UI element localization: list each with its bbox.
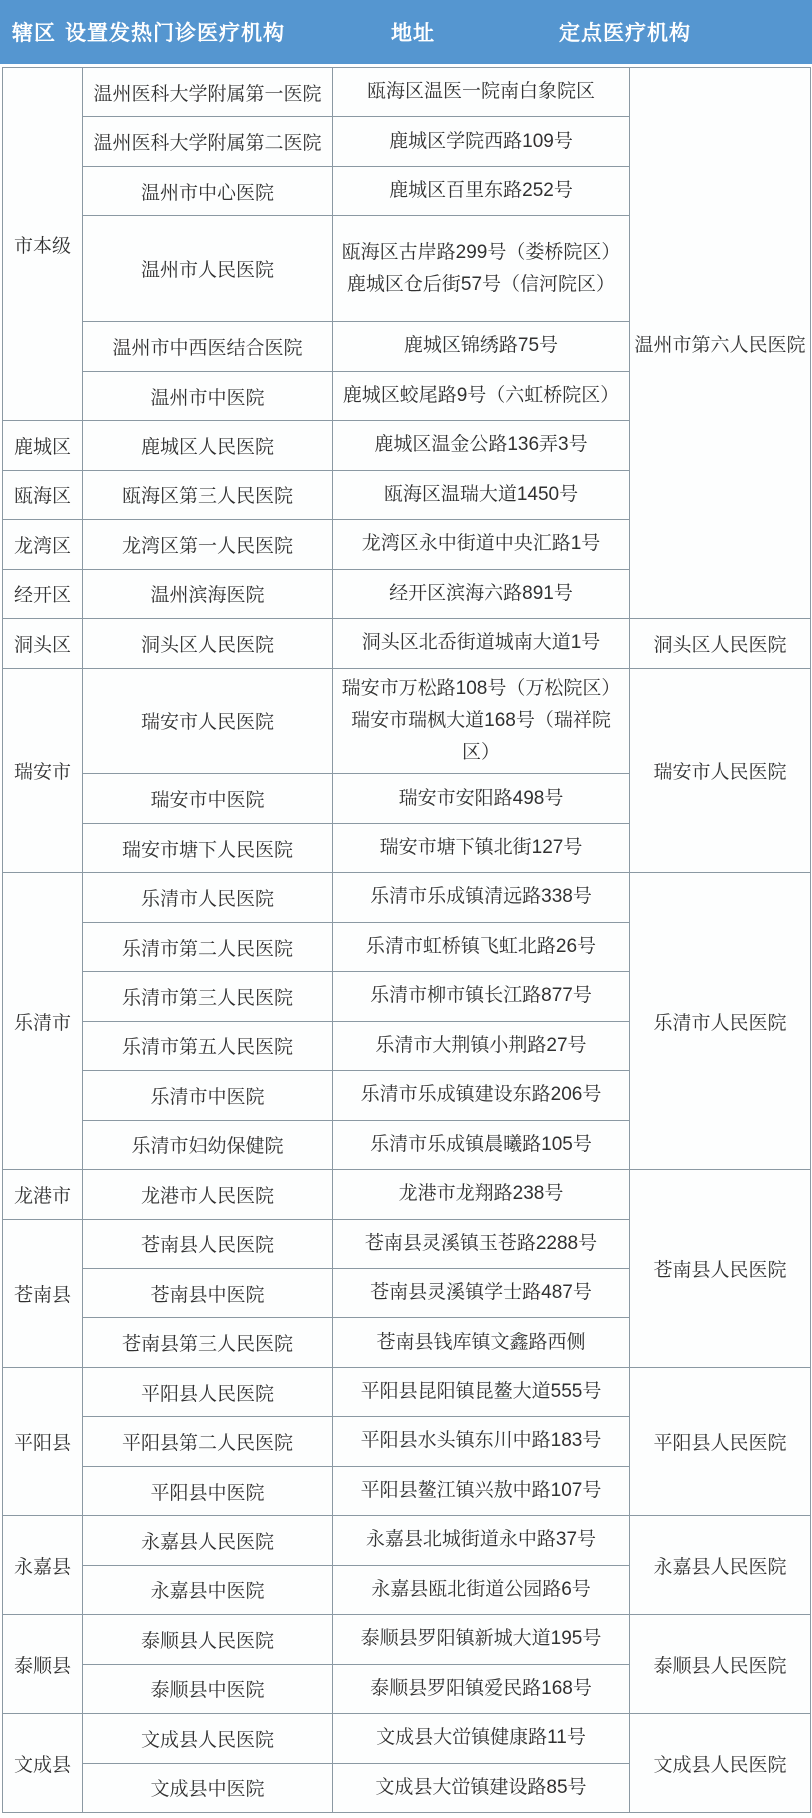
table-row xyxy=(3,1714,811,1763)
address-line: 鹿城区百里东路252号 xyxy=(389,179,573,201)
hospital-cell: 瑞安市中医院 xyxy=(83,774,333,823)
address-cell xyxy=(333,1367,630,1416)
address-line: 泰顺县罗阳镇爱民路168号 xyxy=(370,1677,592,1699)
district-cell: 永嘉县 xyxy=(3,1516,83,1615)
district-cell: 洞头区 xyxy=(3,619,83,668)
district-cell: 鹿城区 xyxy=(3,421,83,470)
address-line: 乐清市虹桥镇飞虹北路26号 xyxy=(365,935,597,957)
address-line: 乐清市乐成镇晨曦路105号 xyxy=(370,1133,592,1155)
hospital-cell: 鹿城区人民医院 xyxy=(83,421,333,470)
district-cell: 苍南县 xyxy=(3,1219,83,1367)
hospital-cell: 洞头区人民医院 xyxy=(83,619,333,668)
hospital-cell: 龙湾区第一人民医院 xyxy=(83,520,333,569)
address-cell xyxy=(333,1021,630,1070)
address-line: 瓯海区温瑞大道1450号 xyxy=(383,483,579,505)
hospital-cell: 永嘉县人民医院 xyxy=(83,1516,333,1565)
header-address: 地址 xyxy=(391,22,435,45)
address-line: 瑞安市安阳路498号 xyxy=(398,787,564,809)
address-line: 鹿城区蛟尾路9号（六虹桥院区） xyxy=(342,384,620,406)
hospital-cell: 乐清市人民医院 xyxy=(83,873,333,922)
address-cell xyxy=(333,972,630,1021)
hospital-cell: 温州医科大学附属第一医院 xyxy=(83,68,333,117)
designated-cell: 温州市第六人民医院 xyxy=(630,68,811,619)
address-line: 永嘉县北城街道永中路37号 xyxy=(365,1529,597,1551)
address-line: 鹿城区学院西路109号 xyxy=(389,130,573,152)
address-line: 苍南县灵溪镇玉苍路2288号 xyxy=(364,1232,598,1254)
table-header-bar xyxy=(0,0,812,64)
designated-cell: 苍南县人民医院 xyxy=(630,1170,811,1368)
address-line: 平阳县昆阳镇昆鳌大道555号 xyxy=(360,1380,602,1402)
address-line: 永嘉县瓯北街道公园路6号 xyxy=(371,1578,591,1600)
fever-clinic-table xyxy=(2,67,811,1813)
designated-cell: 乐清市人民医院 xyxy=(630,873,811,1170)
address-cell xyxy=(333,1763,630,1812)
hospital-cell: 平阳县中医院 xyxy=(83,1466,333,1515)
district-cell: 文成县 xyxy=(3,1714,83,1813)
address-cell xyxy=(333,68,630,117)
hospital-cell: 龙港市人民医院 xyxy=(83,1170,333,1219)
address-line: 乐清市大荆镇小荆路27号 xyxy=(375,1034,587,1056)
hospital-cell: 温州市人民医院 xyxy=(83,216,333,322)
table-row xyxy=(3,873,811,922)
address-cell xyxy=(333,470,630,519)
address-cell xyxy=(333,117,630,166)
hospital-cell: 平阳县第二人民医院 xyxy=(83,1417,333,1466)
hospital-cell: 温州市中医院 xyxy=(83,371,333,420)
address-cell xyxy=(333,1219,630,1268)
hospital-cell: 瑞安市人民医院 xyxy=(83,668,333,774)
address-cell xyxy=(333,619,630,668)
district-cell: 瑞安市 xyxy=(3,668,83,873)
hospital-cell: 平阳县人民医院 xyxy=(83,1367,333,1416)
address-line: 乐清市乐成镇清远路338号 xyxy=(370,886,592,908)
address-cell xyxy=(333,1466,630,1515)
address-cell xyxy=(333,668,630,774)
district-cell: 龙湾区 xyxy=(3,520,83,569)
address-cell xyxy=(333,216,630,322)
address-cell xyxy=(333,1120,630,1169)
address-cell xyxy=(333,166,630,215)
address-cell xyxy=(333,873,630,922)
address-line: 瓯海区古岸路299号（娄桥院区） xyxy=(341,241,621,263)
designated-cell: 泰顺县人民医院 xyxy=(630,1615,811,1714)
address-line: 龙港市龙翔路238号 xyxy=(398,1183,564,1205)
address-line: 瑞安市瑞枫大道168号（瑞祥院区） xyxy=(351,709,611,764)
hospital-cell: 苍南县中医院 xyxy=(83,1269,333,1318)
hospital-cell: 永嘉县中医院 xyxy=(83,1565,333,1614)
hospital-cell: 泰顺县中医院 xyxy=(83,1664,333,1713)
address-cell xyxy=(333,823,630,872)
hospital-cell: 温州滨海医院 xyxy=(83,569,333,618)
table-row xyxy=(3,1615,811,1664)
address-cell xyxy=(333,1615,630,1664)
hospital-cell: 乐清市第三人民医院 xyxy=(83,972,333,1021)
hospital-cell: 乐清市中医院 xyxy=(83,1071,333,1120)
address-line: 苍南县灵溪镇学士路487号 xyxy=(370,1282,592,1304)
address-line: 乐清市乐成镇建设东路206号 xyxy=(360,1084,602,1106)
address-line: 平阳县鳌江镇兴敖中路107号 xyxy=(360,1479,602,1501)
address-cell xyxy=(333,774,630,823)
address-line: 鹿城区仓后街57号（信河院区） xyxy=(346,273,616,295)
header-fever-clinic-institution: 设置发热门诊医疗机构 xyxy=(65,22,285,45)
address-line: 瑞安市万松路108号（万松院区） xyxy=(341,677,621,699)
table-row xyxy=(3,1170,811,1219)
hospital-cell: 瑞安市塘下人民医院 xyxy=(83,823,333,872)
table-row xyxy=(3,1367,811,1416)
address-cell xyxy=(333,1664,630,1713)
hospital-cell: 泰顺县人民医院 xyxy=(83,1615,333,1664)
address-cell xyxy=(333,1071,630,1120)
table-row xyxy=(3,68,811,117)
designated-cell: 平阳县人民医院 xyxy=(630,1367,811,1515)
address-cell xyxy=(333,569,630,618)
hospital-cell: 瓯海区第三人民医院 xyxy=(83,470,333,519)
designated-cell: 文成县人民医院 xyxy=(630,1714,811,1813)
hospital-cell: 文成县人民医院 xyxy=(83,1714,333,1763)
designated-cell: 瑞安市人民医院 xyxy=(630,668,811,873)
hospital-cell: 乐清市第五人民医院 xyxy=(83,1021,333,1070)
address-line: 瓯海区温医一院南白象院区 xyxy=(366,81,595,103)
address-cell xyxy=(333,1516,630,1565)
district-cell: 龙港市 xyxy=(3,1170,83,1219)
table-body xyxy=(3,68,811,1813)
district-cell: 乐清市 xyxy=(3,873,83,1170)
hospital-cell: 苍南县第三人民医院 xyxy=(83,1318,333,1367)
address-line: 经开区滨海六路891号 xyxy=(389,582,573,604)
hospital-cell: 苍南县人民医院 xyxy=(83,1219,333,1268)
district-cell: 泰顺县 xyxy=(3,1615,83,1714)
hospital-cell: 温州市中西医结合医院 xyxy=(83,322,333,371)
address-cell xyxy=(333,421,630,470)
hospital-cell: 温州医科大学附属第二医院 xyxy=(83,117,333,166)
address-line: 泰顺县罗阳镇新城大道195号 xyxy=(360,1628,602,1650)
district-cell: 平阳县 xyxy=(3,1367,83,1515)
address-line: 文成县大峃镇健康路11号 xyxy=(376,1727,586,1749)
hospital-cell: 文成县中医院 xyxy=(83,1763,333,1812)
address-cell xyxy=(333,1714,630,1763)
address-cell xyxy=(333,1170,630,1219)
address-line: 瑞安市塘下镇北街127号 xyxy=(379,837,583,858)
address-line: 鹿城区温金公路136弄3号 xyxy=(374,434,588,456)
district-cell: 市本级 xyxy=(3,68,83,421)
address-cell xyxy=(333,1318,630,1367)
designated-cell: 永嘉县人民医院 xyxy=(630,1516,811,1615)
table-row xyxy=(3,668,811,774)
address-cell xyxy=(333,322,630,371)
address-cell xyxy=(333,1417,630,1466)
address-line: 文成县大峃镇建设路85号 xyxy=(375,1776,587,1798)
hospital-cell: 乐清市妇幼保健院 xyxy=(83,1120,333,1169)
hospital-cell: 温州市中心医院 xyxy=(83,166,333,215)
address-line: 鹿城区锦绣路75号 xyxy=(403,335,559,357)
address-cell xyxy=(333,922,630,971)
address-line: 平阳县水头镇东川中路183号 xyxy=(360,1430,602,1452)
address-line: 龙湾区永中街道中央汇路1号 xyxy=(361,533,601,555)
header-district: 辖区 xyxy=(12,22,56,45)
district-cell: 经开区 xyxy=(3,569,83,618)
hospital-cell: 乐清市第二人民医院 xyxy=(83,922,333,971)
header-designated-institution: 定点医疗机构 xyxy=(559,22,691,45)
table-row xyxy=(3,619,811,668)
designated-cell: 洞头区人民医院 xyxy=(630,619,811,668)
address-line: 洞头区北岙街道城南大道1号 xyxy=(361,632,601,654)
district-cell: 瓯海区 xyxy=(3,470,83,519)
address-cell xyxy=(333,1565,630,1614)
address-cell xyxy=(333,371,630,420)
address-cell xyxy=(333,1269,630,1318)
address-cell xyxy=(333,520,630,569)
table-row xyxy=(3,1516,811,1565)
address-line: 乐清市柳市镇长江路877号 xyxy=(370,985,592,1007)
address-line: 苍南县钱库镇文鑫路西侧 xyxy=(376,1331,586,1353)
